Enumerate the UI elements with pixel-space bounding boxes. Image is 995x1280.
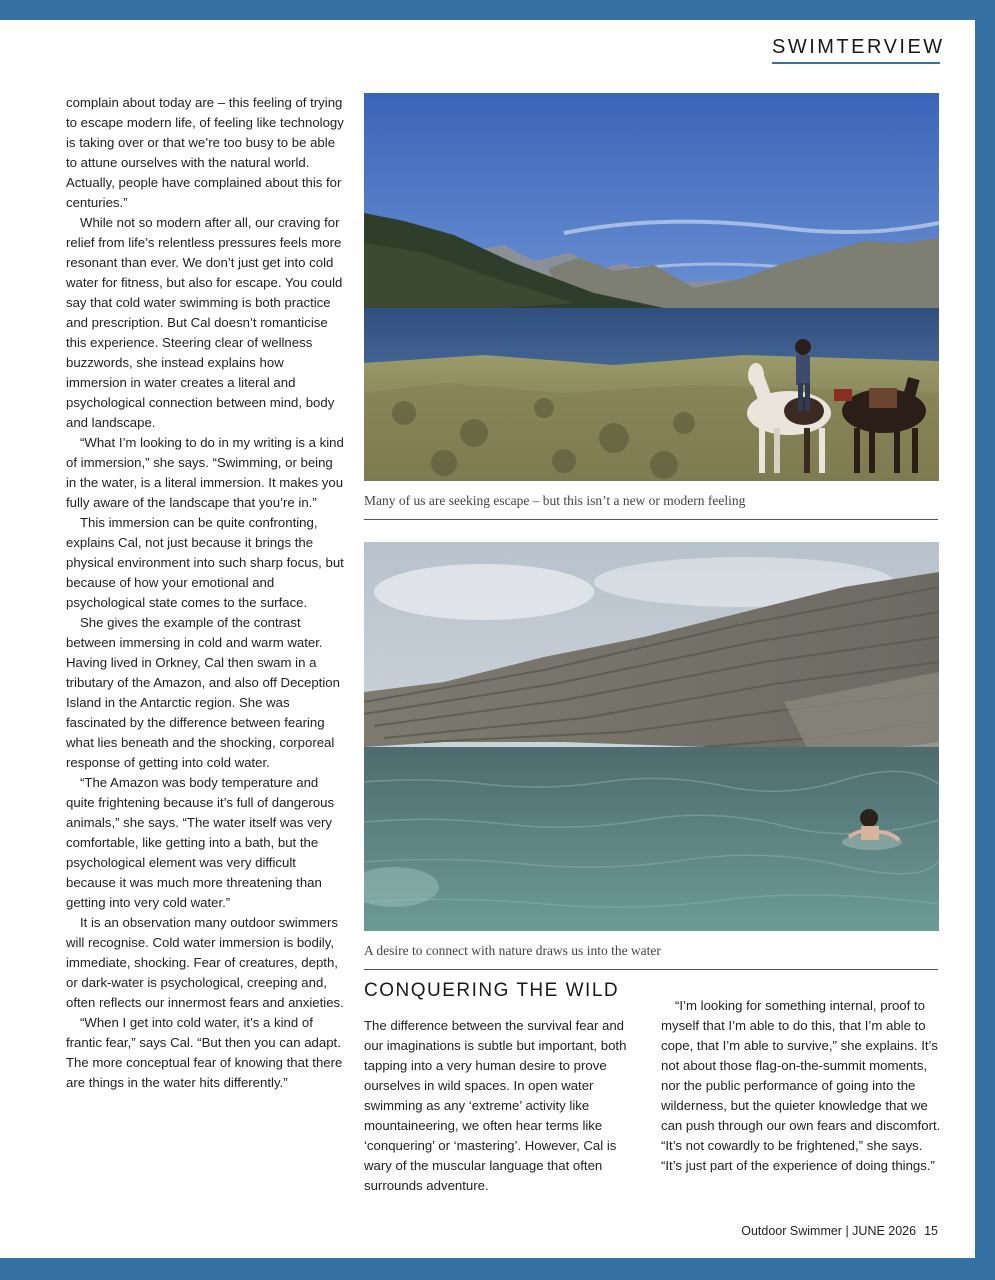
body-paragraph: “What I’m looking to do in my writing is a kind of immersion,” she says. “Swimming, or being in the water, is a literal immersion. It makes you fully aware of the landscape that you’re in.”: [66, 435, 344, 510]
page-footer: [741, 1224, 938, 1238]
body-paragraph: “The Amazon was body temperature and quite frightening because it’s full of dangerous animals,” she says. “The water itself was very comfortable, like getting into a bath, but the psychological element was very difficult because it was much more threatening than getting into very cold water.”: [66, 775, 335, 910]
publication-credit: Outdoor Swimmer | JUNE 2026: [741, 1224, 917, 1238]
body-paragraph: She gives the example of the contrast between immersing in cold and warm water. Having lived in Orkney, Cal then swam in a tributary of the Amazon, and also off Deception Island in the Antarctic region. She was fascinated by the difference between fearing what lies beneath and the shocking, corporeal response of getting into cold water.: [66, 615, 340, 770]
body-paragraph: This immersion can be quite confronting, explains Cal, not just because it brings the physical environment into such sharp focus, but because of how your emotional and psychological state comes to the surface.: [66, 515, 344, 610]
body-paragraph: “I’m looking for something internal, proof to myself that I’m able to do this, that I’m able to cope, that I’m able to survive,” she explains. It’s not about those flag-on-the-summit moments, nor the public performance of going into the wilderness, but the quieter knowledge that we can push through our own fears and discomfort. “It’s not cowardly to be frightened,” she says. “It’s just part of the experience of doing things.”: [661, 998, 941, 1173]
body-paragraph: While not so modern after all, our craving for relief from life’s relentless pressures feels more resonant than ever. We don’t just get into cold water for fitness, but also for escape. You could say that cold water swimming is both practice and prescription. But Cal doesn’t romanticise this experience. Steering clear of wellness buzzwords, she instead explains how immersion in water creates a literal and psychological connection between mind, body and landscape.: [66, 215, 343, 430]
subsection-heading: CONQUERING THE WILD: [364, 980, 620, 1001]
section-label: SWIMTERVIEW: [772, 36, 940, 64]
middle-text-column: [364, 1016, 644, 1196]
body-paragraph: It is an observation many outdoor swimmers will recognise. Cold water immersion is bodily, immediate, shocking. Fear of creatures, depth, or dark-water is psychological, creeping and, often reflects our innermost fears and anxieties.: [66, 915, 344, 1010]
page-number: 15: [924, 1224, 938, 1238]
photo-caption: A desire to connect with nature draws us into the water: [364, 943, 938, 970]
left-text-column: [66, 93, 346, 1093]
photo-caption: Many of us are seeking escape – but this isn’t a new or modern feeling: [364, 493, 938, 520]
body-paragraph: The difference between the survival fear and our imaginations is subtle but important, both tapping into a very human desire to prove ourselves in wild spaces. In open water swimming as any ‘extreme’ activity like mountaineering, we often hear terms like ‘conquering’ or ‘mastering’. However, Cal is wary of the muscular language that often surrounds adventure.: [364, 1018, 627, 1193]
swimmer-rocks-photo: [364, 542, 939, 931]
right-text-column: [661, 996, 941, 1176]
magazine-page: [0, 20, 975, 1258]
body-paragraph: “When I get into cold water, it’s a kind of frantic fear,” says Cal. “But then you can adapt. The more conceptual fear of knowing that there are things in the water hits differently.”: [66, 1015, 343, 1090]
body-paragraph: complain about today are – this feeling of trying to escape modern life, of feeling like technology is taking over or that we’re too busy to be able to attune ourselves with the natural world. Actually, people have complained about this for centuries.”: [66, 95, 344, 210]
lake-horses-photo: [364, 93, 939, 481]
